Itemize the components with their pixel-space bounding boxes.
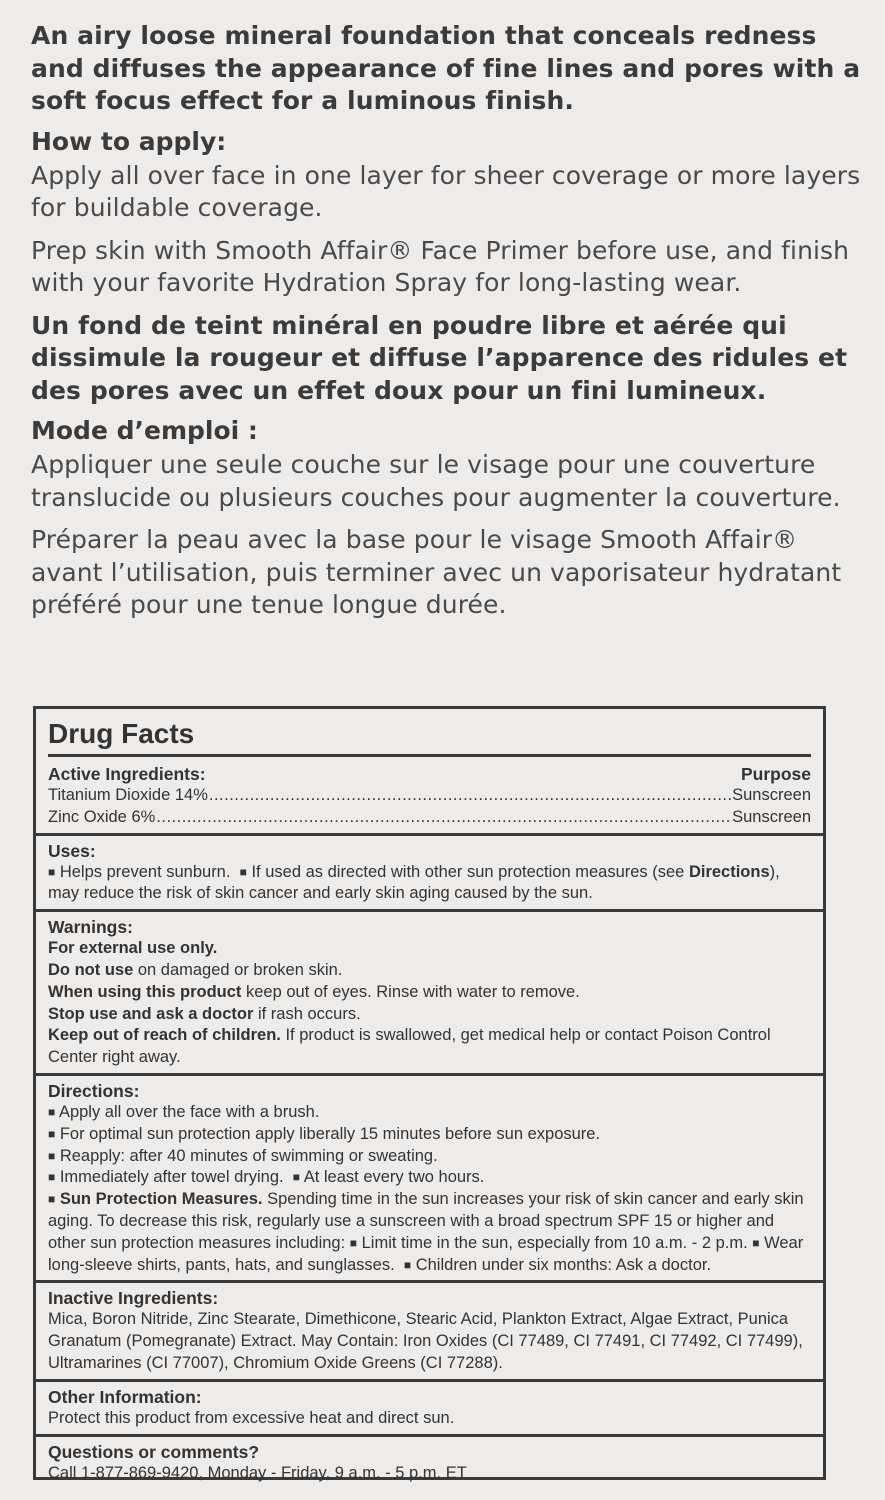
ingredient-purpose: Sunscreen xyxy=(732,786,811,804)
bullet-square-icon: ■ xyxy=(48,1148,56,1163)
bullet-square-icon: ■ xyxy=(349,1235,358,1250)
active-ingredients-section xyxy=(36,757,823,833)
active-ingredients-heading: Active Ingredients: xyxy=(48,764,206,784)
direction-item: ■ Apply all over the face with a brush. xyxy=(48,1102,320,1121)
english-step-1: Apply all over face in one layer for sheer coverage or more layers for buildable coverage. xyxy=(31,160,861,222)
english-step-2: Prep skin with Smooth Affair® Face Primer before use, and finish with your favorite Hydration Spray for long-lasting wear. xyxy=(31,235,850,297)
directions-section xyxy=(36,1073,823,1280)
dot-leader xyxy=(209,785,731,807)
ingredient-purpose: Sunscreen xyxy=(732,807,811,826)
bullet-square-icon: ■ xyxy=(239,864,247,879)
bullet-square-icon: ■ xyxy=(292,1170,301,1185)
english-description: An airy loose mineral foundation that conceals redness and diffuses the appearance of fine lines and pores with a soft focus effect for a luminous finish. xyxy=(31,21,861,115)
bullet-square-icon: ■ xyxy=(48,864,56,879)
french-step-1: Appliquer une seule couche sur le visage pour une couverture translucide ou plusieurs couches pour augmenter la couverture. xyxy=(31,450,841,512)
inactive-ingredients-text: Mica, Boron Nitride, Zinc Stearate, Dimethicone, Stearic Acid, Plankton Extract, Algae Extract, Punica Granatum (Pomegranate) Extract. May Contain: Iron Oxides (CI 77489, CI 77491, CI 77492, CI 77499), Ultramarines (CI 77007), Chromium Oxide Greens (CI 77288). xyxy=(48,1310,803,1372)
ingredient-row xyxy=(48,807,811,829)
warnings-heading: Warnings: xyxy=(48,917,133,938)
ingredient-name: Zinc Oxide 6% xyxy=(48,807,156,826)
uses-text: ■ Helps prevent sunburn. ■ If used as directed with other sun protection measures (see Directions), may reduce the risk of skin cancer and early skin aging caused by the sun. xyxy=(48,862,780,903)
bullet-square-icon: ■ xyxy=(752,1235,760,1250)
french-description: Un fond de teint minéral en poudre libre et aérée qui dissimule la rougeur et diffuse l’apparence des ridules et des pores avec un effet doux pour un fini lumineux. xyxy=(31,310,848,405)
drug-facts-panel xyxy=(33,706,826,1480)
other-information-section xyxy=(36,1379,823,1434)
active-header-row xyxy=(48,763,811,785)
bullet-square-icon: ■ xyxy=(403,1257,412,1272)
questions-heading: Questions or comments? xyxy=(48,1441,260,1462)
inactive-ingredients-section xyxy=(36,1280,823,1378)
direction-item: ■ Reapply: after 40 minutes of swimming or sweating. xyxy=(48,1146,438,1165)
purpose-heading: Purpose xyxy=(740,764,811,784)
questions-section xyxy=(36,1434,823,1489)
other-information-heading: Other Information: xyxy=(48,1386,202,1407)
ingredient-row xyxy=(48,785,811,807)
drug-facts-title: Drug Facts xyxy=(48,718,195,749)
warning-external: For external use only. xyxy=(48,939,218,958)
ingredient-name: Titanium Dioxide 14% xyxy=(48,786,208,804)
dot-leader xyxy=(156,807,731,829)
direction-item: ■ For optimal sun protection apply liberally 15 minutes before sun exposure. xyxy=(48,1124,601,1143)
marketing-copy xyxy=(31,20,871,632)
warning-when-using: When using this product keep out of eyes. Rinse with water to remove. xyxy=(48,982,580,1001)
bullet-square-icon: ■ xyxy=(48,1192,56,1207)
directions-heading: Directions: xyxy=(48,1080,140,1101)
other-information-text: Protect this product from excessive heat and direct sun. xyxy=(48,1408,455,1427)
inactive-ingredients-heading: Inactive Ingredients: xyxy=(48,1288,219,1309)
french-step-2: Préparer la peau avec la base pour le visage Smooth Affair® avant l’utilisation, puis terminer avec un vaporisateur hydratant préféré pour une tenue longue durée. xyxy=(31,525,842,619)
questions-text: Call 1-877-869-9420, Monday - Friday, 9 a.m. - 5 p.m. ET xyxy=(48,1463,467,1482)
bullet-square-icon: ■ xyxy=(48,1126,56,1141)
english-how-to-heading: How to apply: xyxy=(31,126,227,156)
warning-do-not-use: Do not use on damaged or broken skin. xyxy=(48,960,343,979)
uses-section xyxy=(36,833,823,910)
direction-item: ■ Immediately after towel drying. ■ At least every two hours. xyxy=(48,1168,485,1187)
french-how-to-heading: Mode d’emploi : xyxy=(31,416,258,445)
warning-keep-out: Keep out of reach of children. If product is swallowed, get medical help or contact Poison Control Center right away. xyxy=(48,1026,771,1067)
bullet-square-icon: ■ xyxy=(48,1104,56,1119)
bullet-square-icon: ■ xyxy=(48,1170,56,1185)
warning-stop-use: Stop use and ask a doctor if rash occurs. xyxy=(48,1004,361,1023)
uses-heading: Uses: xyxy=(48,840,96,861)
warnings-section xyxy=(36,909,823,1073)
sun-protection-measures: ■ Sun Protection Measures. Spending time in the sun increases your risk of skin cancer and early skin aging. To decrease this risk, regularly use a sunscreen with a broad spectrum SPF 15 or higher and other sun protection measures including: ■ Limit time in the sun, especially from 10 a.m. - 2 p.m. ■ Wear long-sleeve shirts, pants, hats, and sunglasses. ■ Children under six months: Ask a doctor. xyxy=(48,1190,804,1274)
